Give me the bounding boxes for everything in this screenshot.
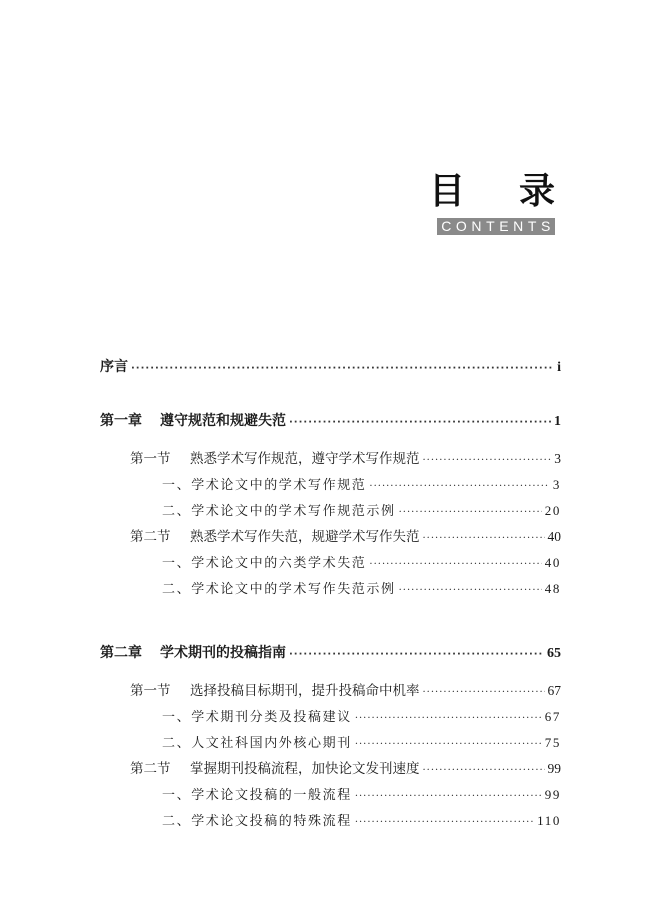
leader-dots — [399, 578, 542, 604]
page-subtitle: CONTENTS — [437, 218, 555, 235]
leader-dots — [369, 552, 541, 578]
leader-dots — [423, 526, 545, 552]
leader-dots — [131, 354, 554, 384]
section-number: 第一节 — [130, 451, 171, 467]
toc-entry-page: 40 — [547, 529, 561, 544]
toc-entry-page: 1 — [554, 414, 561, 429]
toc-subsection[interactable] — [100, 704, 561, 730]
section-title: 熟悉学术写作规范，遵守学术写作规范 — [190, 451, 420, 467]
toc-subsection[interactable] — [100, 808, 561, 834]
section-title: 选择投稿目标期刊，提升投稿命中机率 — [190, 683, 420, 699]
leader-dots — [355, 784, 542, 810]
toc-section[interactable] — [100, 756, 561, 782]
page-title: 目录 — [428, 171, 609, 212]
toc-entry-page: 75 — [544, 735, 561, 750]
toc-entry-page: i — [557, 360, 561, 375]
leader-dots — [289, 640, 544, 670]
toc-entry-page: 67 — [547, 683, 561, 698]
chapter-number: 第二章 — [100, 645, 142, 661]
leader-dots — [289, 408, 551, 438]
toc-subsection[interactable] — [100, 498, 561, 524]
leader-dots — [355, 732, 542, 758]
page-title-block — [405, 170, 609, 235]
subsection-title: 一、学术论文中的学术写作规范 — [162, 478, 367, 493]
toc-entry-page: 3 — [554, 451, 561, 466]
section-number: 第二节 — [130, 529, 171, 545]
table-of-contents — [100, 352, 561, 834]
toc-entry-page: 20 — [544, 503, 561, 518]
chapter-title: 遵守规范和规避失范 — [160, 413, 286, 429]
toc-entry-page: 48 — [544, 581, 561, 596]
toc-section[interactable] — [100, 678, 561, 704]
subsection-title: 一、学术期刊分类及投稿建议 — [162, 710, 352, 725]
subsection-title: 二、学术论文中的学术写作规范示例 — [162, 504, 396, 519]
section-number: 第二节 — [130, 761, 171, 777]
toc-subsection[interactable] — [100, 730, 561, 756]
toc-section[interactable] — [100, 446, 561, 472]
toc-section[interactable] — [100, 524, 561, 550]
subsection-title: 一、学术论文投稿的一般流程 — [162, 788, 352, 803]
toc-entry-page: 110 — [537, 813, 561, 828]
toc-entry-page: 99 — [544, 787, 561, 802]
chapter-title: 学术期刊的投稿指南 — [160, 645, 286, 661]
section-title: 熟悉学术写作失范，规避学术写作失范 — [190, 529, 420, 545]
leader-dots — [355, 706, 542, 732]
toc-entry-page: 40 — [544, 555, 561, 570]
toc-entry-label: 序言 — [100, 359, 128, 375]
toc-subsection[interactable] — [100, 576, 561, 602]
toc-subsection[interactable] — [100, 550, 561, 576]
toc-subsection[interactable] — [100, 472, 561, 498]
subsection-title: 二、学术论文中的学术写作失范示例 — [162, 582, 396, 597]
toc-entry-page: 65 — [547, 646, 561, 661]
subsection-title: 一、学术论文中的六类学术失范 — [162, 556, 367, 571]
toc-entry-page: 99 — [547, 761, 561, 776]
leader-dots — [355, 810, 534, 836]
toc-chapter-1[interactable] — [100, 406, 561, 436]
subsection-title: 二、学术论文投稿的特殊流程 — [162, 814, 352, 829]
subsection-title: 二、人文社科国内外核心期刊 — [162, 736, 352, 751]
toc-entry-preface[interactable] — [100, 352, 561, 382]
leader-dots — [423, 758, 545, 784]
leader-dots — [399, 500, 542, 526]
toc-chapter-2[interactable] — [100, 638, 561, 668]
section-title: 掌握期刊投稿流程，加快论文发刊速度 — [190, 761, 420, 777]
toc-entry-page: 3 — [552, 477, 561, 492]
leader-dots — [423, 448, 552, 474]
toc-subsection[interactable] — [100, 782, 561, 808]
chapter-number: 第一章 — [100, 413, 142, 429]
toc-entry-page: 67 — [544, 709, 561, 724]
leader-dots — [423, 680, 545, 706]
section-number: 第一节 — [130, 683, 171, 699]
leader-dots — [369, 474, 549, 500]
